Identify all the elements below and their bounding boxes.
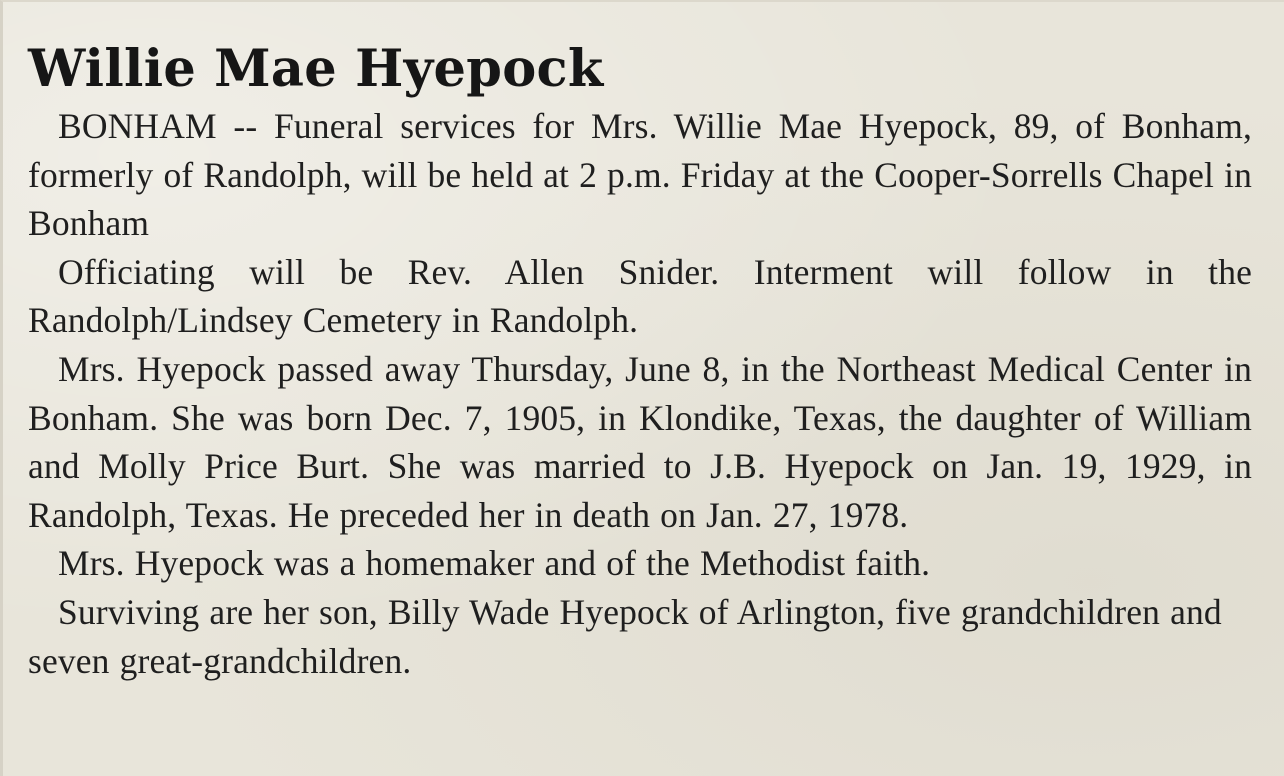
paragraph-survivors: Surviving are her son, Billy Wade Hyepock of Arlington, five grandchildren and seven great-grandchildren. xyxy=(28,591,1222,681)
obituary-headline: Willie Mae Hyepock xyxy=(28,39,604,99)
paragraph-officiating: Officiating will be Rev. Allen Snider. Interment will follow in the Randolph/Lindsey Cemetery in Randolph. xyxy=(28,251,1252,341)
paragraph-faith: Mrs. Hyepock was a homemaker and of the Methodist faith. xyxy=(58,543,931,584)
paragraph-funeral-services: BONHAM -- Funeral services for Mrs. Willie Mae Hyepock, 89, of Bonham, formerly of Randolph, will be held at 2 p.m. Friday at the Cooper-Sorrells Chapel in Bonham xyxy=(28,106,1252,244)
paragraph-biography: Mrs. Hyepock passed away Thursday, June 8, in the Northeast Medical Center in Bonham. She was born Dec. 7, 1905, in Klondike, Texas, the daughter of William and Molly Price Burt. She was married to J.B. Hyepock on Jan. 19, 1929, in Randolph, Texas. He preceded her in death on Jan. 27, 1978. xyxy=(28,348,1252,535)
